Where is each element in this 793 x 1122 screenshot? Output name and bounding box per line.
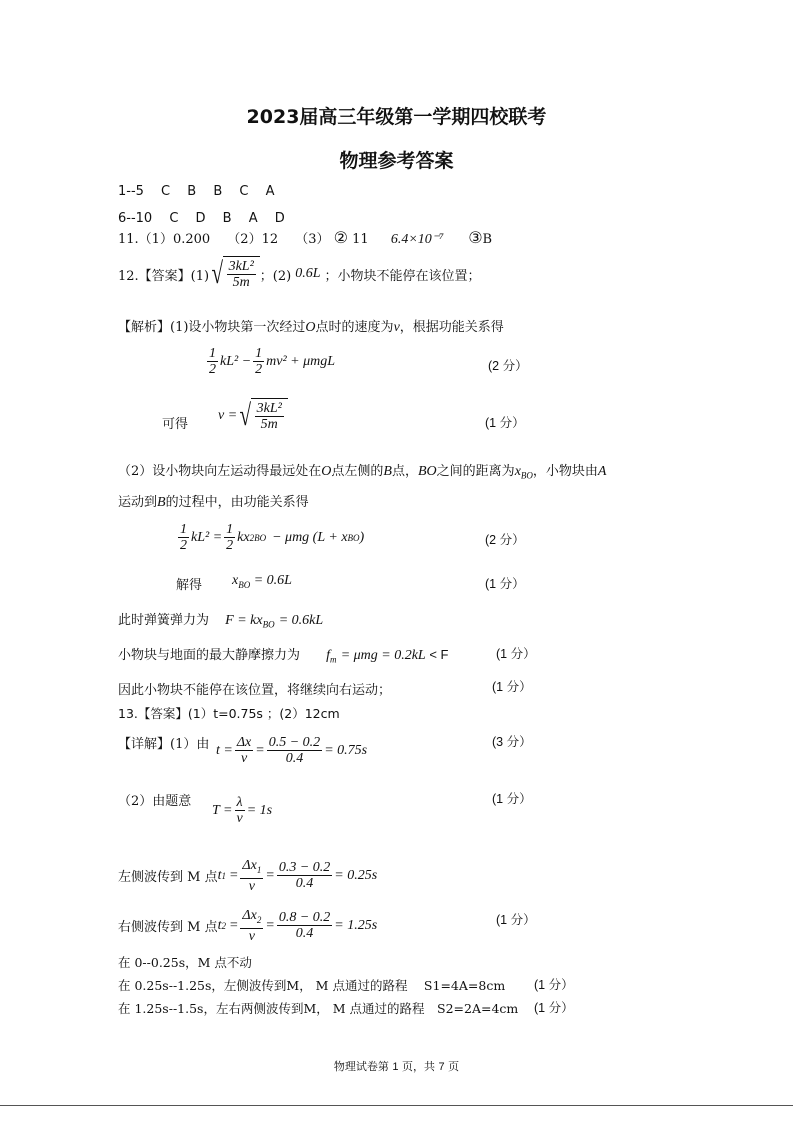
right-res: = 1.25s [334,917,378,933]
q11-circle-3: ③ [468,228,483,247]
q11-value-sci: 6.4×10⁻⁷ [390,232,445,247]
q11-answer [118,228,492,248]
label-kede: 可得 [162,417,189,432]
p2-text-f: 运动到 [118,495,158,510]
eq3-sup: 2 [249,532,255,543]
right-wave-text: 右侧波传到 M 点 [118,920,218,936]
analysis-text-c: ，根据功能关系得 [399,320,504,335]
p2-text-b: 点左侧的 [331,464,384,479]
eq4-rest: = 0.6L [253,573,292,588]
eq-t-den2: 0.4 [285,751,304,766]
frac-num: 1 [209,346,216,361]
v-den: v [248,878,255,894]
eq3-kx: kx [237,529,250,545]
var-x: x [514,464,521,479]
point-o: O [305,320,316,335]
q12-answer-tail: ；小物块不能停在该位置； [324,268,481,284]
eq-t-num: Δx [236,735,252,750]
left-wave-text: 左侧波传到 M 点 [118,870,218,886]
q12-sqrt-num: 3kL² [228,259,254,274]
frac-num: 1 [255,346,263,361]
footer-page-number: 1 [392,1061,399,1073]
eq6-rest: = μmg = 0.2kL [340,648,426,663]
q12-conclusion: 因此小物块不能停在该位置，将继续向右运动； [118,683,392,698]
dx1-sub: 1 [256,864,262,875]
t2-sub: 2 [221,920,226,931]
score-1-h: (1 分） [534,1001,574,1015]
eq6-lt-f: < F [425,647,449,662]
q13-line-both-waves: 在 1.25s--1.5s，左右两侧波传到M， M 点通过的路程 S2=2A=4cm [118,1001,519,1016]
p2-text-g: 的过程中，由功能关系得 [165,495,309,510]
frac-den: 2 [180,538,187,553]
document-title: 2023届高三年级第一学期四校联考 [246,106,547,128]
eq1-term-kl: kL² − [220,353,252,369]
spring-force-line [118,609,323,630]
eq6-sub: m [330,654,337,665]
footer-total-pages: 7 [438,1061,445,1073]
score-1-f: (1 分） [496,913,536,927]
eq-t-num2: 0.5 − 0.2 [268,735,321,750]
eq-t-eq: = [255,742,265,758]
var-t1: t [217,867,222,883]
point-o: O [321,464,332,479]
q13-part2-label: （2）由题意 [118,794,192,809]
dx2: Δx [242,908,257,923]
q12-sqrt-den: 5m [232,275,250,290]
page-bottom-rule [0,1105,793,1106]
dx1: Δx [242,858,257,873]
q12-answer [118,256,481,292]
friction-line [118,644,449,665]
frac-den: 2 [226,538,234,553]
score-2-a: (2 分） [488,359,528,373]
score-1-c: (1 分） [496,647,536,661]
eq3-close: ) [359,529,365,545]
eq1-term-mv: mv² + μmgL [266,353,336,369]
eq5-rest: = 0.6kL [278,613,324,628]
eq-t-lhs: t = [216,742,233,758]
eq-period-lhs: T = [212,802,233,818]
friction-text: 小物块与地面的最大静摩擦力为 [118,648,301,663]
q13-equation-t [216,735,367,766]
document-subtitle: 物理参考答案 [339,150,454,172]
q13-left-wave-line: 左侧波传到 M 点 t 1 = $\frac{\Delta x_1}{v}$ = $\frac{0.3 - 0.2}{0.4}$ = 0.25s [118,858,378,894]
dx2-sub: 2 [256,914,262,925]
q12-answer-prefix: 12.【答案】(1) [118,268,210,284]
point-a: A [597,464,607,479]
score-1-a: (1 分） [485,416,525,430]
var-t2: t [217,917,222,933]
score-1-d: (1 分） [492,680,532,694]
q11-circle-2: ② [333,228,348,247]
footer-text-a: 物理试卷第 [333,1060,389,1073]
left-res: = 0.25s [334,867,378,883]
q13-equation-period [212,795,272,826]
v-den: v [248,928,255,944]
eq4-sub: BO [238,579,251,590]
q12-part2-line1 [118,460,606,481]
left-den: 0.4 [295,876,314,892]
frac-den: 2 [209,362,216,377]
label-jiede: 解得 [176,578,203,593]
q12-equation-4 [232,573,292,590]
choice-answers-6-10: 6--10 C D B A D [118,211,285,226]
eq3-lhs: kL² = [191,529,223,545]
eq-period-num: λ [236,795,243,810]
frac-den: 2 [255,362,263,377]
q11-prefix: 11.（1）0.200 （2）12 （3） [118,232,330,247]
p2-text-a: （2）设小物块向左运动得最远处在 [118,464,322,479]
q12-answer-06l: 0.6L [295,266,321,281]
page-footer [0,1058,793,1074]
q13-detail-label: 【详解】(1）由 [118,737,210,752]
eq3-sub: BO [254,532,267,543]
eq2-den: 5m [260,417,278,432]
t1-sub: 1 [221,870,226,881]
q13-right-wave-line: 右侧波传到 M 点 t 2 = $\frac{\Delta x_2}{v}$ = $\frac{0.8 - 0.2}{0.4}$ = 1.25s [118,908,378,944]
p2-text-c: 点， [391,464,418,479]
frac-num: 1 [180,522,187,537]
frac-num: 1 [226,522,234,537]
q13-answer: 13.【答案】(1）t=0.75s ；(2）12cm [118,706,340,721]
velocity-v: v [393,320,400,335]
eq-period-res: = 1s [246,802,273,818]
footer-text-c: 页 [448,1060,460,1073]
q13-line-static: 在 0--0.25s，M 点不动 [118,955,252,970]
left-num: 0.3 − 0.2 [278,860,331,876]
q13-line-left-wave: 在 0.25s--1.25s，左侧波传到M， M 点通过的路程 S1=4A=8cm [118,978,506,993]
eq6-f: f [326,648,331,663]
choice-answers-1-5: 1--5 C B B C A [118,184,275,199]
eq3-rest: − μmg (L + x [272,529,348,545]
eq-period-den: v [236,811,243,826]
right-num: 0.8 − 0.2 [278,910,331,926]
score-1-b: (1 分） [485,577,525,591]
score-1-g: (1 分） [534,978,574,992]
q12-equation-1 [205,346,335,377]
q12-sqrt-expr: √ $\frac{\text{3kL²}}{5m}$ [209,256,260,292]
p2-text-e: ，小物块由 [532,464,598,479]
right-den: 0.4 [295,926,314,942]
analysis-text-b: 点时的速度为 [315,320,394,335]
analysis-text-a: 【解析】(1)设小物块第一次经过 [118,320,306,335]
spring-text: 此时弹簧弹力为 [118,613,210,628]
eq5-lhs: F = kx [225,613,263,628]
eq4-x: x [232,573,239,588]
point-b: B [383,464,392,479]
q12-analysis-intro [118,316,504,336]
footer-text-b: 页，共 [402,1060,435,1073]
q11-value-11: 11 [352,232,369,247]
score-2-b: (2 分） [485,533,525,547]
score-3: (3 分） [492,735,532,749]
segment-bo: BO [418,464,437,479]
sub-bo: BO [520,470,533,481]
point-b: B [157,495,166,510]
q11-value-b: B [482,232,493,247]
eq2-num: 3kL² [256,401,282,416]
q12-equation-3 [176,522,364,553]
eq2-lhs: v = [218,408,238,423]
eq3-sub2: BO [347,532,360,543]
q12-part2-line2 [118,491,309,511]
eq-t-den: v [240,751,248,766]
eq5-sub: BO [262,619,275,630]
q12-equation-2: v = √ $\frac{\text{3kL²}}{5m}$ [218,398,288,434]
score-1-e: (1 分） [492,792,532,806]
eq-t-res: = 0.75s [324,742,368,758]
p2-text-d: 之间的距离为 [436,464,515,479]
q12-answer-part2: ；(2) [259,268,292,284]
